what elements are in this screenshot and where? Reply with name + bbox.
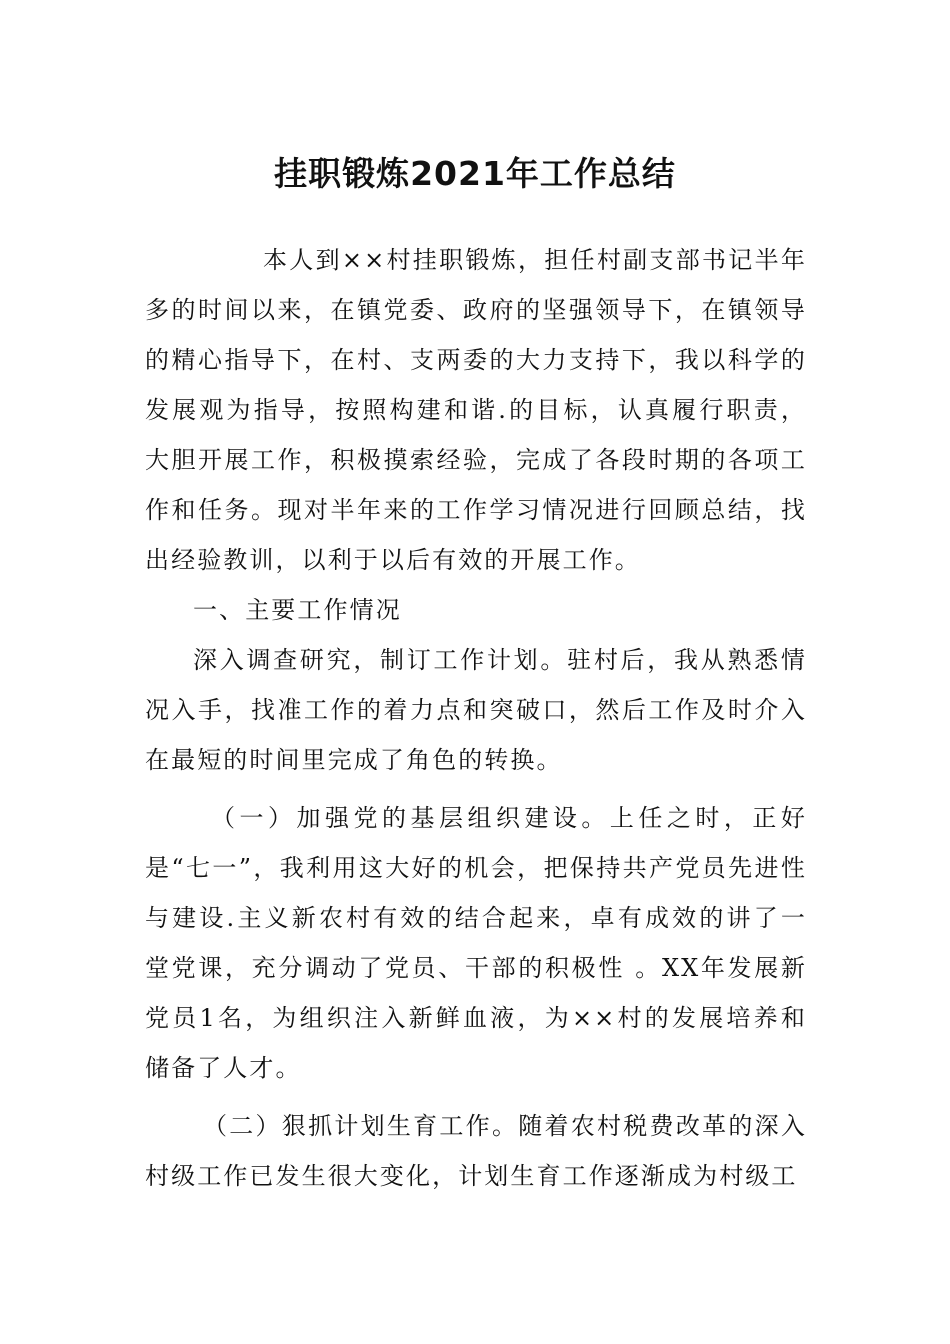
paragraph-intro: 本人到××村挂职锻炼，担任村副支部书记半年多的时间以来，在镇党委、政府的坚强领导下，在镇领导的精心指导下，在村、支两委的大力支持下，我以科学的发展观为指导，按照构建和谐.的目标，认真履行职责，大胆开展工作，积极摸索经验，完成了各段时期的各项工作和任务。现对半年来的工作学习情况进行回顾总结，找出经验教训，以利于以后有效的开展工作。 (145, 246, 807, 574)
document-title: 挂职锻炼2021年工作总结 (274, 154, 676, 194)
section-heading-main-work: 一、主要工作情况 (193, 596, 402, 624)
paragraph-family-planning: （二）狠抓计划生育工作。随着农村税费改革的深入村级工作已发生很大变化，计划生育工作逐渐成为村级工 (145, 1112, 807, 1190)
paragraph-party-building: （一）加强党的基层组织建设。上任之时，正好是“七一”，我利用这大好的机会，把保持共产党员先进性与建设.主义新农村有效的结合起来，卓有成效的讲了一堂党课，充分调动了党员、干部的积极性 。XX年发展新党员1名，为组织注入新鲜血液，为××村的发展培养和储备了人才。 (145, 804, 807, 1082)
document-body (145, 235, 807, 1201)
paragraph-investigation: 深入调查研究，制订工作计划。驻村后，我从熟悉情况入手，找准工作的着力点和突破口，然后工作及时介入在最短的时间里完成了角色的转换。 (145, 646, 807, 774)
